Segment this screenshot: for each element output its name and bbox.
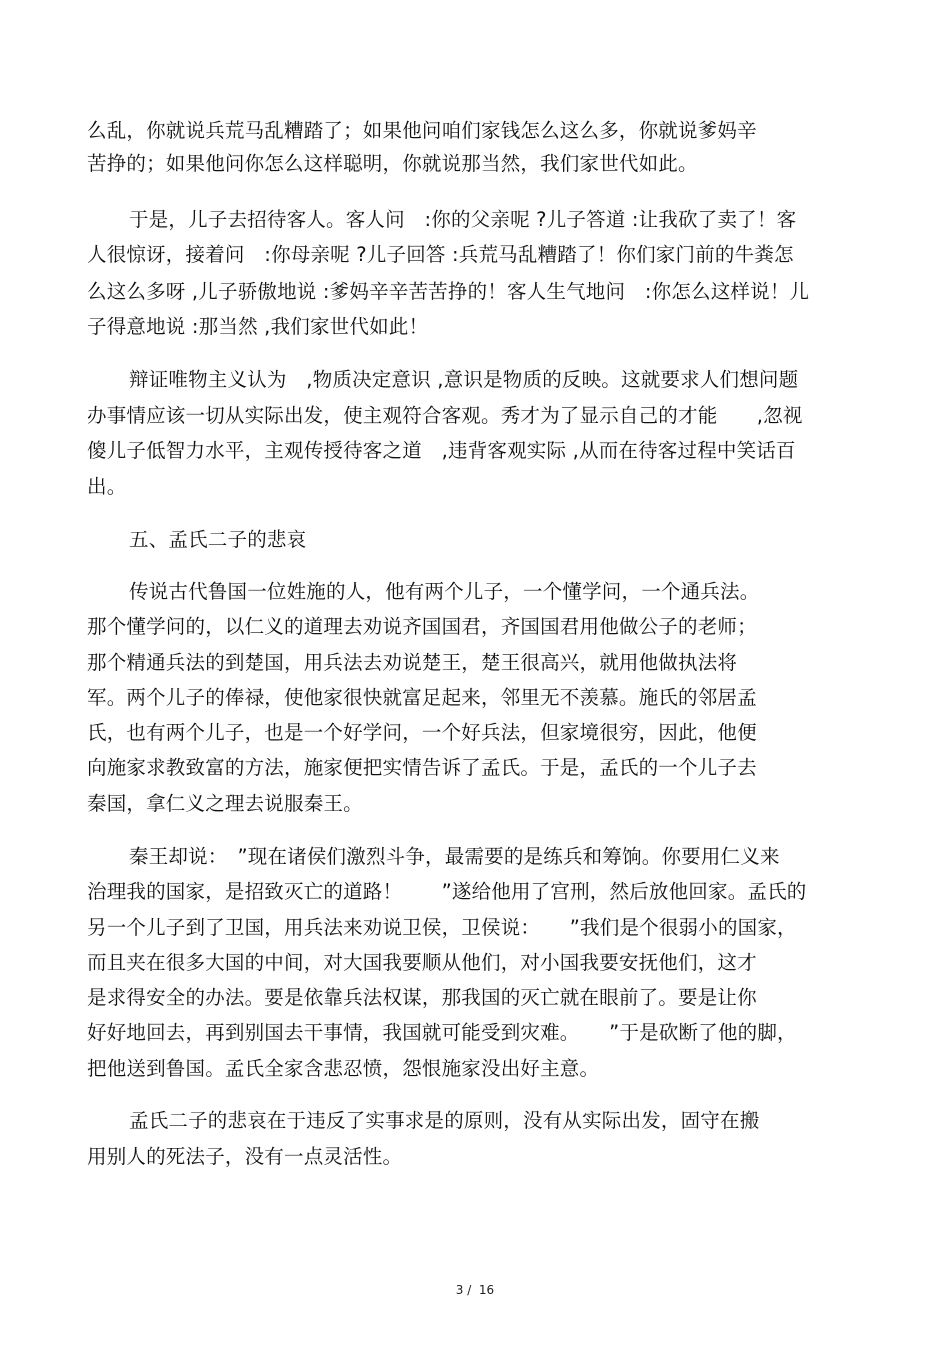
text-line: 于是，儿子去招待客人。客人问 :你的父亲呢 ?儿子答道 :让我砍了卖了！客 (129, 208, 797, 231)
page-number: 3 / 16 (455, 1283, 495, 1297)
text-line: 么乱，你就说兵荒马乱糟踏了；如果他问咱们家钱怎么这么多，你就说爹妈辛 (87, 119, 757, 142)
text-line: 辩证唯物主义认为 ,物质决定意识 ,意识是物质的反映。这就要求人们想问题 (129, 368, 799, 391)
text-line: 是求得安全的办法。要是依靠兵法权谋，那我国的灭亡就在眼前了。要是让你 (87, 986, 757, 1009)
text-line: 治理我的国家，是招致灭亡的道路！ ”遂给他用了宫刑，然后放他回家。孟氏的 (87, 880, 807, 903)
text-line: 而且夹在很多大国的中间，对大国我要顺从他们，对小国我要安抚他们，这才 (87, 951, 757, 974)
text-line: 军。两个儿子的俸禄，使他家很快就富足起来，邻里无不羡慕。施氏的邻居孟 (87, 686, 757, 709)
text-line: 向施家求教致富的方法，施家便把实情告诉了孟氏。于是，孟氏的一个儿子去 (87, 756, 757, 779)
text-line: 秦国，拿仁义之理去说服秦王。 (87, 792, 363, 815)
text-line: 苦挣的；如果他问你怎么这样聪明，你就说那当然，我们家世代如此。 (87, 152, 698, 175)
text-line: 另一个儿子到了卫国，用兵法来劝说卫侯，卫侯说： ”我们是个很弱小的国家， (87, 916, 797, 939)
text-line: 那个精通兵法的到楚国，用兵法去劝说楚王，楚王很高兴，就用他做执法将 (87, 651, 738, 674)
text-line: 孟氏二子的悲哀在于违反了实事求是的原则，没有从实际出发，固守在搬 (129, 1109, 760, 1132)
text-line: 办事情应该一切从实际出发，使主观符合客观。秀才为了显示自己的才能 ,忽视 (87, 404, 803, 427)
text-line: 把他送到鲁国。孟氏全家含悲忍愤，怨恨施家没出好主意。 (87, 1057, 600, 1080)
text-line: 出。 (87, 475, 127, 498)
text-line: 秦王却说： ”现在诸侯们激烈斗争，最需要的是练兵和筹饷。你要用仁义来 (129, 845, 780, 868)
text-line: 么这么多呀 ,儿子骄傲地说 :爹妈辛辛苦苦挣的！客人生气地问 :你怎么这样说！儿 (87, 280, 810, 303)
text-line: 傻儿子低智力水平，主观传授待客之道 ,违背客观实际 ,从而在待客过程中笑话百 (87, 439, 796, 462)
text-line: 氏，也有两个儿子，也是一个好学问，一个好兵法，但家境很穷，因此，他便 (87, 721, 757, 744)
text-line: 那个懂学问的，以仁义的道理去劝说齐国国君，齐国国君用他做公子的老师； (87, 615, 757, 638)
section-heading: 五、孟氏二子的悲哀 (129, 528, 307, 551)
text-line: 人很惊讶，接着问 :你母亲呢 ?儿子回答 :兵荒马乱糟踏了！你们家门前的牛粪怎 (87, 243, 794, 266)
text-line: 用别人的死法子，没有一点灵活性。 (87, 1145, 403, 1168)
text-line: 传说古代鲁国一位姓施的人，他有两个儿子，一个懂学问，一个通兵法。 (129, 580, 760, 603)
text-line: 好好地回去，再到别国去干事情，我国就可能受到灾难。 ”于是砍断了他的脚， (87, 1021, 797, 1044)
text-line: 子得意地说 :那当然 ,我们家世代如此！ (87, 315, 429, 338)
